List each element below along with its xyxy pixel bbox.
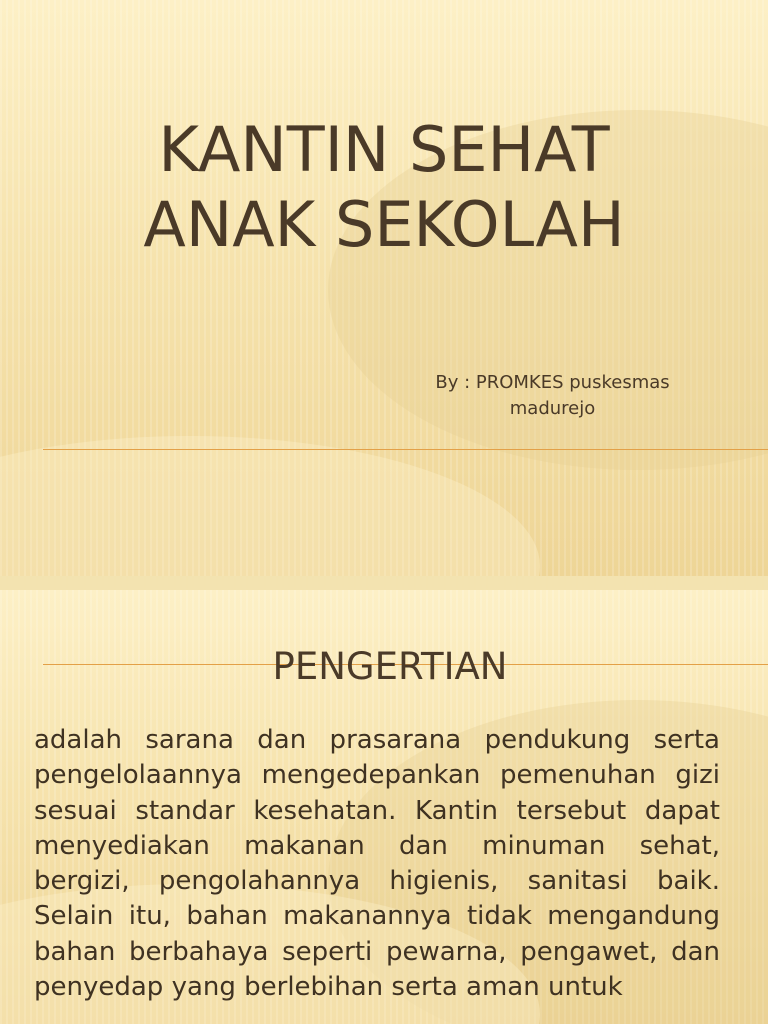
content-slide: [0, 590, 768, 1024]
slide-heading: PENGERTIAN: [272, 645, 508, 688]
slide-title-line-1: KANTIN SEHAT: [158, 113, 610, 186]
slide-subtitle: [380, 370, 725, 422]
divider-line: [43, 449, 768, 450]
subtitle-line-1: By : PROMKES puskesmas: [435, 372, 670, 393]
slide-title: [0, 112, 768, 262]
subtitle-line-2: madurejo: [509, 398, 596, 419]
slide-title-line-2: ANAK SEKOLAH: [143, 188, 625, 261]
slide-body-text: adalah sarana dan prasarana pendukung serta pengelolaannya mengedepankan pemenuhan gizi sesuai standar kesehatan. Kantin tersebut dapat menyediakan makanan dan minuman sehat, bergizi, pengolahannya higienis, sanitasi baik. Selain itu, bahan makanannya tidak mengandung bahan berbahaya seperti pewarna, pengawet, dan penyedap yang berlebihan serta aman untuk: [34, 725, 720, 1003]
